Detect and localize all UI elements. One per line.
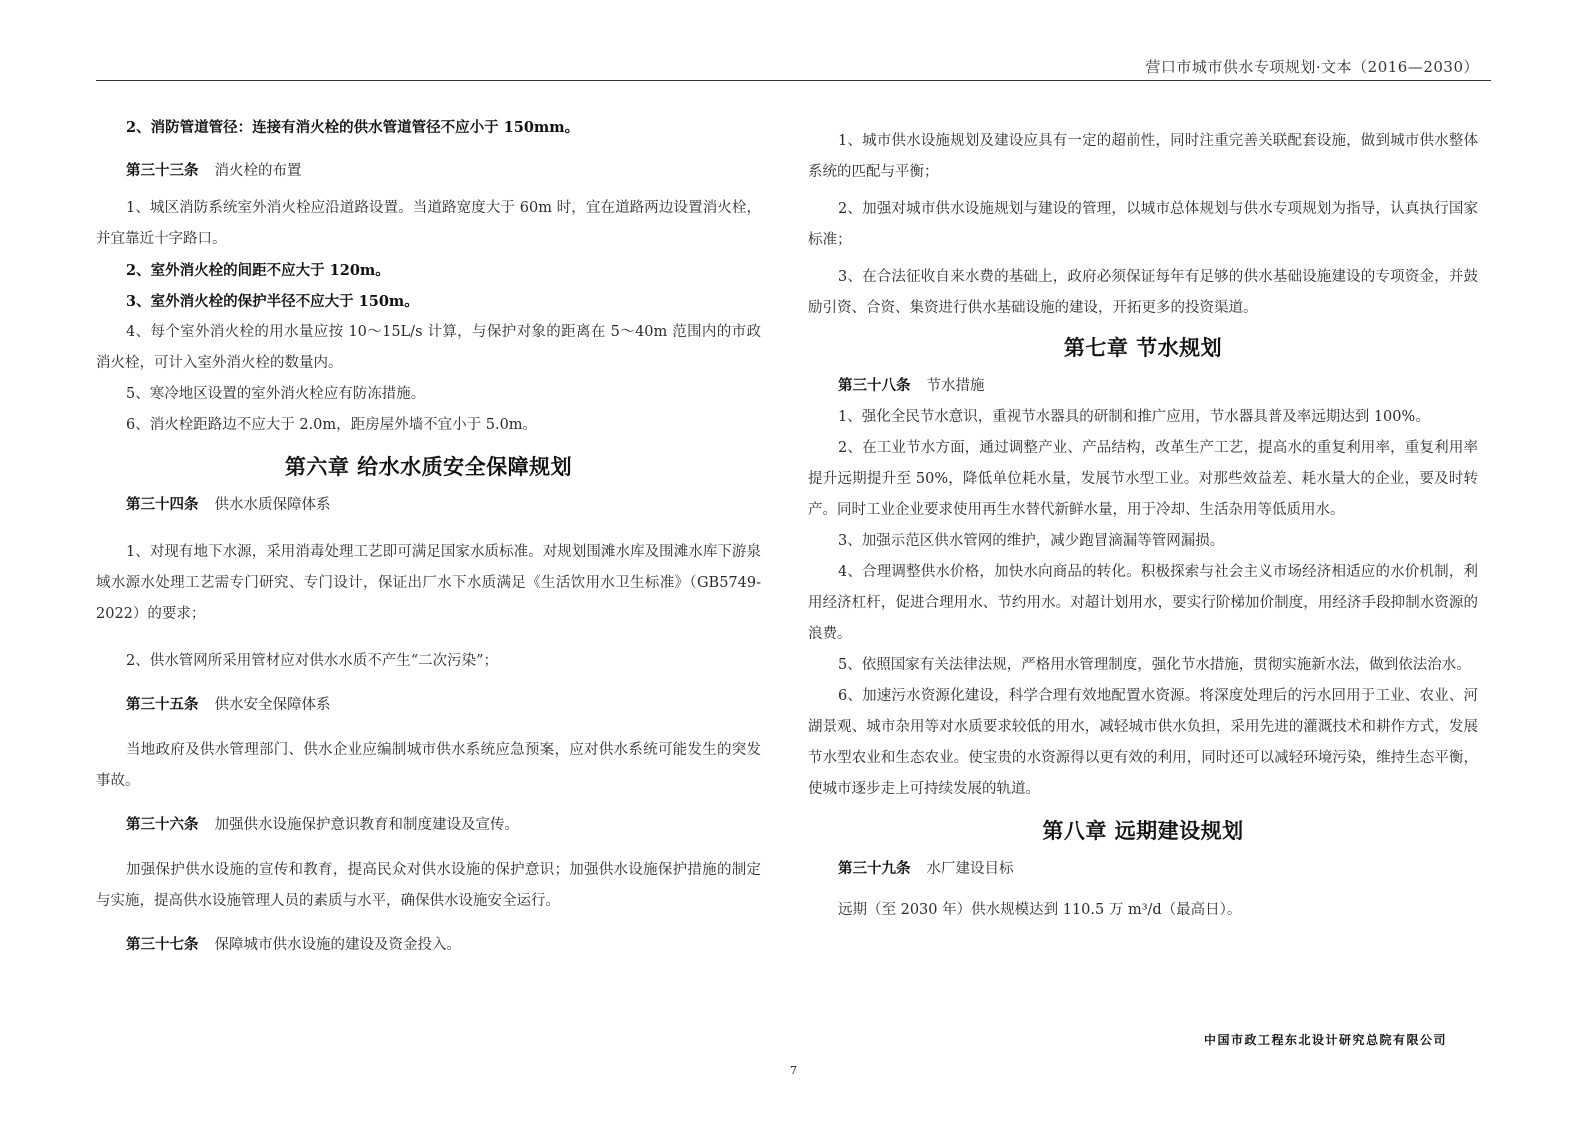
art33-item-2: 2、室外消火栓的间距不应大于 120m。: [126, 262, 390, 279]
art33-item-5: 5、寒冷地区设置的室外消火栓应有防冻措施。: [126, 386, 426, 402]
article-number: 第三十三条: [126, 162, 199, 179]
art37-item-1: 1、城市供水设施规划及建设应具有一定的超前性，同时注重完善关联配套设施，做到城市供水整体系统的匹配与平衡；: [808, 133, 1478, 180]
art37-item-3: 3、在合法征收自来水费的基础上，政府必须保证每年有足够的供水基础设施建设的专项资金，并鼓励引资、合资、集资进行供水基础设施的建设，开拓更多的投资渠道。: [808, 269, 1478, 316]
article-title: 加强供水设施保护意识教育和制度建设及宣传。: [214, 817, 519, 833]
art36-text: 加强保护供水设施的宣传和教育，提高民众对供水设施的保护意识；加强供水设施保护措施的制定与实施，提高供水设施管理人员的素质与水平，确保供水设施安全运行。: [96, 862, 761, 909]
article-number: 第三十四条: [126, 496, 199, 513]
article-number: 第三十六条: [126, 816, 199, 833]
article-number: 第三十五条: [126, 696, 199, 713]
footer-organization: 中国市政工程东北设计研究总院有限公司: [1203, 1033, 1447, 1047]
art33-item-6: 6、消火栓距路边不应大于 2.0m，距房屋外墙不宜小于 5.0m。: [126, 417, 538, 433]
art38-item-3: 3、加强示范区供水管网的维护，减少跑冒滴漏等管网漏损。: [838, 533, 1225, 549]
article-38-heading: [808, 370, 1478, 402]
article-title: 消火栓的布置: [214, 163, 302, 179]
art35-text: 当地政府及供水管理部门、供水企业应编制城市供水系统应急预案，应对供水系统可能发生的突发事故。: [96, 742, 761, 789]
art33-item-4: 4、每个室外消火栓的用水量应按 10～15L/s 计算，与保护对象的距离在 5～40m 范围内的市政消火栓，可计入室外消火栓的数量内。: [96, 324, 761, 371]
article-title: 水厂建设目标: [926, 861, 1014, 877]
document-header-title: 营口市城市供水专项规划·文本（2016—2030）: [1145, 58, 1479, 76]
art38-item-2: 2、在工业节水方面，通过调整产业、产品结构，改革生产工艺，提高水的重复利用率，重复利用率提升远期提升至 50%，降低单位耗水量，发展节水型工业。对那些效益差、耗水量大的企业，要及时转产。同时工业企业要求使用再生水替代新鲜水量，用于冷却、生活杂用等低质用水。: [808, 440, 1478, 518]
article-36-heading: [96, 809, 761, 841]
fire-pipe-diameter-text: 2、消防管道管径：连接有消火栓的供水管道管径不应小于 150mm。: [126, 119, 580, 136]
header-divider: [96, 80, 1491, 81]
art37-item-2: 2、加强对城市供水设施规划与建设的管理，以城市总体规划与供水专项规划为指导，认真执行国家标准；: [808, 201, 1478, 248]
article-number: 第三十七条: [126, 936, 199, 953]
article-number: 第三十九条: [838, 860, 911, 877]
art38-item-6: 6、加速污水资源化建设，科学合理有效地配置水资源。将深度处理后的污水回用于工业、农业、河湖景观、城市杂用等对水质要求较低的用水，减轻城市供水负担，采用先进的灌溉技术和耕作方式，发展节水型农业和生态农业。使宝贵的水资源得以更有效的利用，同时还可以减轻环境污染，维持生态平衡，使城市逐步走上可持续发展的轨道。: [808, 688, 1478, 797]
article-number: 第三十八条: [838, 377, 911, 394]
article-title: 供水水质保障体系: [214, 497, 331, 513]
article-37-heading: [96, 929, 761, 961]
article-35-heading: [96, 689, 761, 721]
left-column: [96, 112, 761, 961]
chapter-6-title: 第六章 给水水质安全保障规划: [284, 455, 573, 479]
art34-item-1: 1、对现有地下水源，采用消毒处理工艺即可满足国家水质标准。对规划围滩水库及围滩水库下游泉域水源水处理工艺需专门研究、专门设计，保证出厂水下水质满足《生活饮用水卫生标准》（GB5749-2022）的要求；: [96, 544, 761, 622]
chapter-7-title: 第七章 节水规划: [1063, 336, 1223, 360]
article-34-heading: [96, 489, 761, 521]
article-title: 供水安全保障体系: [214, 697, 331, 713]
art33-item-3: 3、室外消火栓的保护半径不应大于 150m。: [126, 293, 419, 310]
art33-item-1: 1、城区消防系统室外消火栓应沿道路设置。当道路宽度大于 60m 时，宜在道路两边设置消火栓，并宜靠近十字路口。: [96, 200, 761, 247]
art39-text: 远期（至 2030 年）供水规模达到 110.5 万 m³/d（最高日）。: [838, 902, 1242, 918]
right-column: [808, 126, 1478, 926]
article-title: 保障城市供水设施的建设及资金投入。: [214, 937, 461, 953]
art38-item-1: 1、强化全民节水意识，重视节水器具的研制和推广应用，节水器具普及率远期达到 100%。: [838, 409, 1430, 425]
article-33-heading: [96, 155, 761, 187]
chapter-8-title: 第八章 远期建设规划: [1042, 819, 1244, 843]
article-title: 节水措施: [926, 378, 985, 394]
art38-item-5: 5、依照国家有关法律法规，严格用水管理制度，强化节水措施，贯彻实施新水法，做到依法治水。: [838, 657, 1471, 673]
article-39-heading: [808, 853, 1478, 885]
page-number: 7: [790, 1064, 797, 1077]
art38-item-4: 4、合理调整供水价格，加快水向商品的转化。积极探索与社会主义市场经济相适应的水价机制，利用经济杠杆，促进合理用水、节约用水。对超计划用水，要实行阶梯加价制度，用经济手段抑制水资源的浪费。: [808, 564, 1478, 642]
art34-item-2: 2、供水管网所采用管材应对供水水质不产生“二次污染”；: [126, 653, 499, 669]
